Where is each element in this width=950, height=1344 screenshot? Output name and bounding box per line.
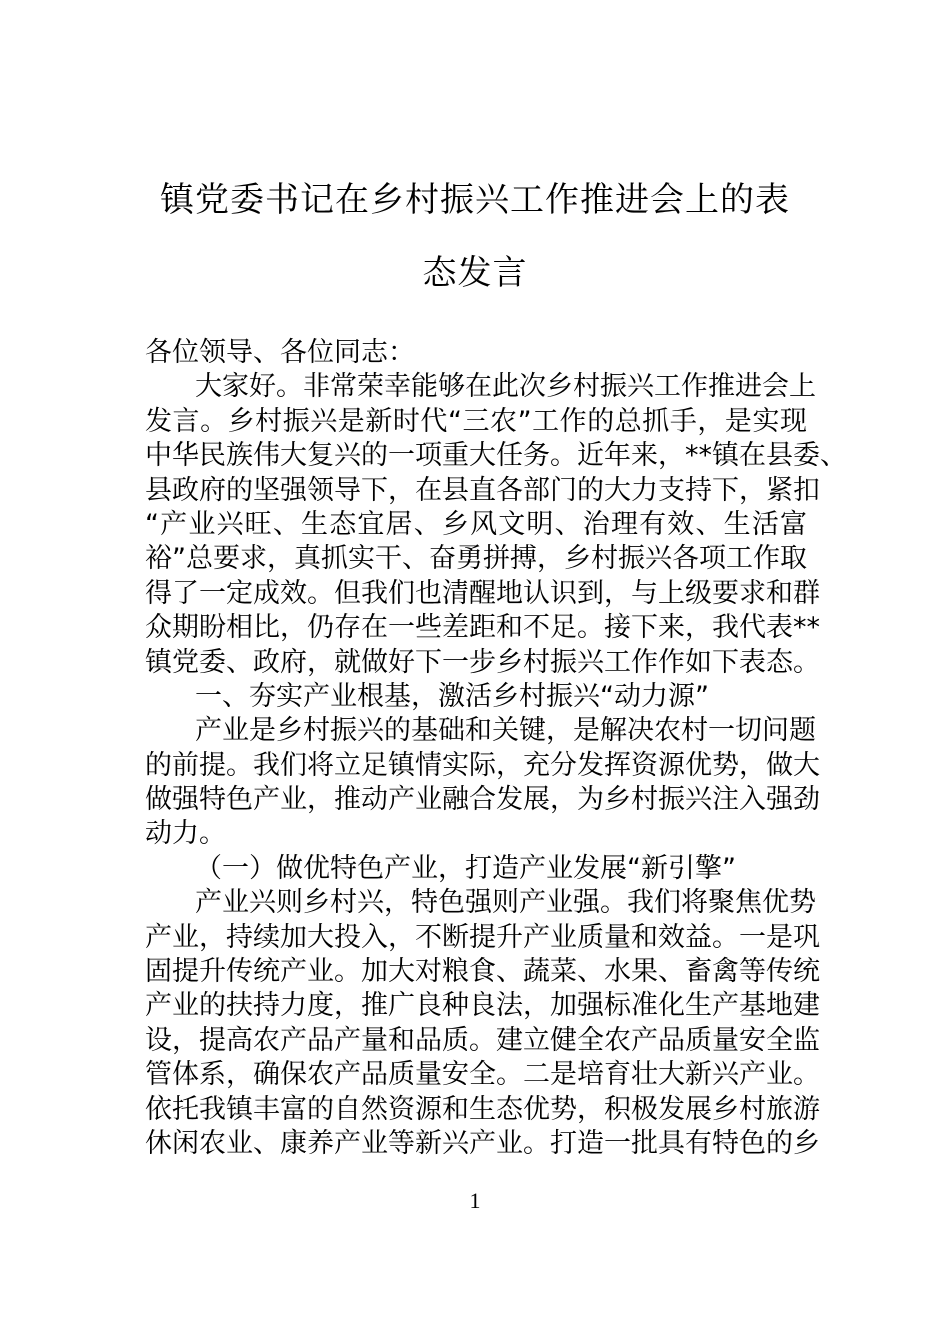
text-line: 产业，持续加大投入，不断提升产业质量和效益。一是巩 <box>145 921 820 953</box>
text-line: 做强特色产业，推动产业融合发展，为乡村振兴注入强劲 <box>145 784 820 816</box>
text-line: 发言。乡村振兴是新时代“三农”工作的总抓手，是实现 <box>145 405 807 437</box>
section-heading: 一、夯实产业根基，激活乡村振兴“动力源” <box>195 680 709 712</box>
document-title-line-2: 态发言 <box>422 253 528 293</box>
subsection-heading: （一）做优特色产业，打造产业发展“新引擎” <box>195 852 736 884</box>
text-line: 中华民族伟大复兴的一项重大任务。近年来，**镇在县委、 <box>145 440 847 472</box>
text-line: 产业是乡村振兴的基础和关键，是解决农村一切问题 <box>195 715 816 747</box>
text-line: 设，提高农产品产量和品质。建立健全农产品质量安全监 <box>145 1024 820 1056</box>
text-line: 动力。 <box>145 818 226 850</box>
text-line: 产业兴则乡村兴，特色强则产业强。我们将聚焦优势 <box>195 887 816 919</box>
text-line: 依托我镇丰富的自然资源和生态优势，积极发展乡村旅游 <box>145 1093 820 1125</box>
text-line: 大家好。非常荣幸能够在此次乡村振兴工作推进会上 <box>195 371 816 403</box>
text-line: 的前提。我们将立足镇情实际，充分发挥资源优势，做大 <box>145 749 820 781</box>
text-line: 裕”总要求，真抓实干、奋勇拼搏，乡村振兴各项工作取 <box>145 543 807 575</box>
text-line: 得了一定成效。但我们也清醒地认识到，与上级要求和群 <box>145 577 820 609</box>
text-line: 众期盼相比，仍存在一些差距和不足。接下来，我代表** <box>145 612 820 644</box>
text-line: 产业的扶持力度，推广良种良法，加强标准化生产基地建 <box>145 990 820 1022</box>
text-line: 县政府的坚强领导下，在县直各部门的大力支持下，紧扣 <box>145 474 820 506</box>
salutation: 各位领导、各位同志： <box>145 337 415 368</box>
text-line: 镇党委、政府，就做好下一步乡村振兴工作作如下表态。 <box>145 646 820 678</box>
text-line: “产业兴旺、生态宜居、乡风文明、治理有效、生活富 <box>145 508 807 540</box>
document-title-line-1: 镇党委书记在乡村振兴工作推进会上的表 <box>160 180 790 220</box>
text-line: 固提升传统产业。加大对粮食、蔬菜、水果、畜禽等传统 <box>145 956 820 988</box>
page-number: 1 <box>469 1188 481 1213</box>
text-line: 休闲农业、康养产业等新兴产业。打造一批具有特色的乡 <box>145 1127 820 1159</box>
document-body <box>145 336 847 1161</box>
text-line: 管体系，确保农产品质量安全。二是培育壮大新兴产业。 <box>145 1059 820 1091</box>
